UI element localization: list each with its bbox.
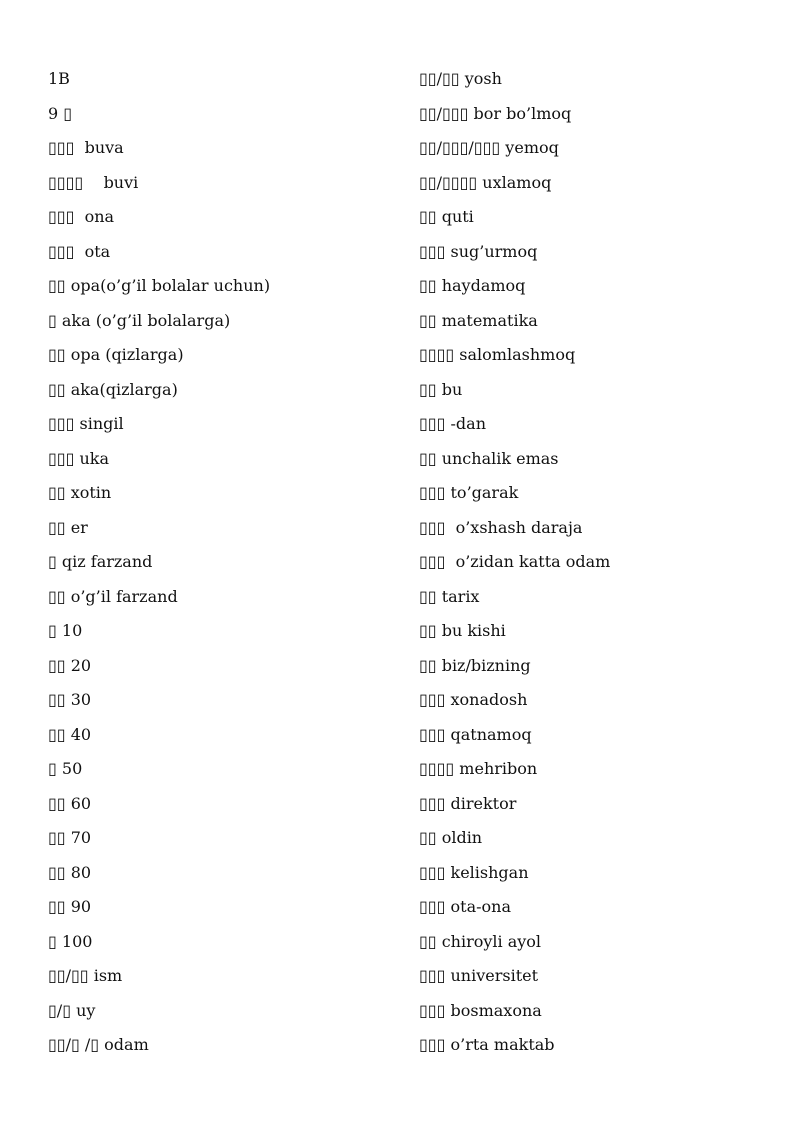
vocabulary-entry: ▯▯▯ direktor [419,793,517,813]
vocabulary-entry: ▯▯ matematika [419,310,538,330]
vocabulary-entry: ▯▯ haydamoq [419,276,526,295]
vocabulary-entry: ▯▯▯ ota-ona [419,897,511,916]
vocabulary-entry: ▯▯ o’g’il farzand [48,586,178,606]
vocabulary-entry: ▯ qiz farzand [48,552,153,571]
vocabulary-entry: ▯▯ 20 [48,655,92,675]
vocabulary-entry: ▯▯▯ to’garak [419,483,519,502]
vocabulary-entry: ▯/▯ uy [48,1000,96,1020]
vocabulary-entry: ▯ 50 [48,759,83,778]
vocabulary-entry: ▯▯▯ uka [48,448,110,468]
vocabulary-entry: ▯▯ chiroyli ayol [419,931,542,951]
vocabulary-entry: 9 ▯ [48,103,73,123]
vocabulary-entry: ▯▯▯ o’zidan katta odam [419,552,611,571]
vocabulary-entry: ▯▯▯ -dan [419,414,486,433]
vocabulary-entry: ▯ 10 [48,621,83,640]
vocabulary-entry: ▯▯ oldin [419,828,483,847]
vocabulary-entry: ▯▯ 70 [48,828,92,847]
vocabulary-entry: ▯ 100 [48,931,93,951]
vocabulary-entry: ▯▯ opa(o’g’il bolalar uchun) [48,276,271,295]
vocabulary-entry: ▯▯/▯▯ yosh [419,69,502,88]
vocabulary-entry: ▯▯ er [48,517,88,537]
vocabulary-entry: ▯▯ 80 [48,862,92,882]
vocabulary-entry: ▯▯ 60 [48,793,92,813]
vocabulary-entry: ▯▯▯▯ salomlashmoq [419,345,576,364]
vocabulary-entry: ▯▯ 40 [48,724,92,744]
vocabulary-entry: ▯▯▯▯ buvi [48,172,139,192]
vocabulary-entry: ▯ aka (o’g’il bolalarga) [48,310,231,330]
vocabulary-entry: ▯▯/▯▯▯ bor bo’lmoq [419,103,572,123]
vocabulary-entry: ▯▯ opa (qizlarga) [48,345,184,364]
vocabulary-entry: ▯▯/▯▯ ism [48,966,123,985]
vocabulary-entry: ▯▯▯ o’rta maktab [419,1035,555,1054]
vocabulary-column-left [48,66,388,1067]
vocabulary-entry: ▯▯ 90 [48,897,92,916]
vocabulary-entry: ▯▯▯ ota [48,241,111,261]
vocabulary-entry: ▯▯▯ bosmaxona [419,1000,542,1020]
vocabulary-entry: ▯▯▯ singil [48,414,124,433]
vocabulary-entry: ▯▯ aka(qizlarga) [48,379,178,399]
vocabulary-entry: ▯▯▯ ona [48,207,115,226]
vocabulary-entry: ▯▯ xotin [48,483,112,502]
vocabulary-entry: ▯▯/▯▯▯/▯▯▯ yemoq [419,138,559,157]
vocabulary-entry: ▯▯ quti [419,207,474,226]
vocabulary-entry: ▯▯▯ xonadosh [419,690,528,709]
vocabulary-entry: ▯▯▯ buva [48,138,124,157]
vocabulary-entry: ▯▯▯ o’xshash daraja [419,517,583,537]
vocabulary-entry: ▯▯ bu kishi [419,621,506,640]
vocabulary-entry: ▯▯ tarix [419,586,480,606]
vocabulary-column-right [419,66,779,1067]
vocabulary-entry: ▯▯/▯▯▯▯ uxlamoq [419,172,552,192]
vocabulary-entry: ▯▯▯▯ mehribon [419,759,538,778]
vocabulary-entry: ▯▯ biz/bizning [419,655,531,675]
vocabulary-entry: ▯▯▯ sug’urmoq [419,241,538,261]
vocabulary-entry: 1B [48,69,70,88]
vocabulary-entry: ▯▯ unchalik emas [419,448,559,468]
vocabulary-entry: ▯▯ bu [419,379,463,399]
vocabulary-entry: ▯▯▯ qatnamoq [419,724,532,744]
vocabulary-entry: ▯▯▯ universitet [419,966,539,985]
vocabulary-entry: ▯▯ 30 [48,690,92,709]
vocabulary-entry: ▯▯/▯ /▯ odam [48,1035,149,1054]
vocabulary-entry: ▯▯▯ kelishgan [419,862,529,882]
